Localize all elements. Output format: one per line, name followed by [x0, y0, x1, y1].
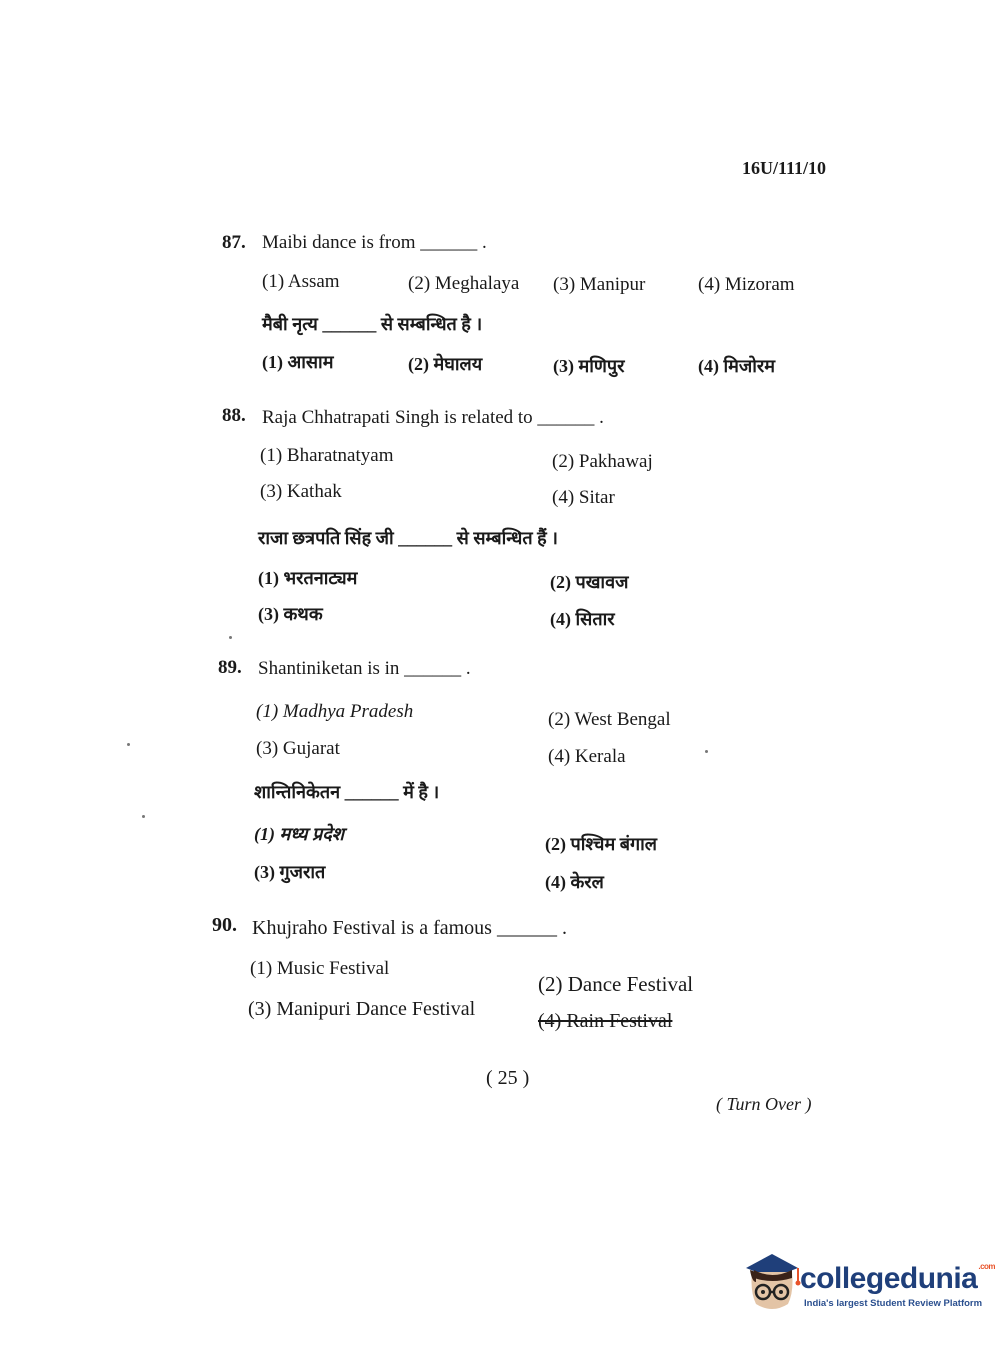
scan-speck	[705, 750, 708, 753]
hindi-option: (2) मेघालय	[408, 354, 483, 374]
logo-wordmark	[800, 1262, 995, 1296]
turn-over-note: ( Turn Over )	[716, 1094, 812, 1114]
hindi-option: (1) आसाम	[262, 352, 334, 372]
hindi-option: (4) केरल	[545, 872, 604, 892]
option: (3) Kathak	[260, 481, 342, 502]
page-number: ( 25 )	[486, 1067, 530, 1089]
question-number: 87.	[222, 232, 246, 253]
option: (1) Music Festival	[250, 958, 390, 979]
option: (4) Kerala	[548, 746, 626, 767]
option: (3) Manipur	[553, 274, 646, 295]
option: (4) Sitar	[552, 487, 615, 508]
question-text: Maibi dance is from ______ .	[262, 232, 487, 253]
option: (1) Bharatnatyam	[260, 445, 394, 466]
hindi-question-text: राजा छत्रपति सिंह जी ______ से सम्बन्धित हैं ।	[258, 528, 558, 548]
option: (3) Manipuri Dance Festival	[248, 998, 476, 1020]
option: (2) Meghalaya	[408, 273, 520, 294]
scan-speck	[229, 636, 232, 639]
hindi-option: (4) मिजोरम	[698, 356, 776, 376]
logo-suffix: .com	[978, 1262, 996, 1271]
hindi-option: (2) पश्चिम बंगाल	[545, 834, 657, 854]
hindi-option: (3) कथक	[258, 604, 323, 624]
option: (4) Rain Festival	[538, 1010, 673, 1032]
option: (1) Madhya Pradesh	[256, 701, 414, 722]
hindi-option: (3) गुजरात	[254, 862, 326, 882]
hindi-option: (3) मणिपुर	[553, 356, 625, 376]
question-text: Khujraho Festival is a famous ______ .	[252, 917, 567, 939]
paper-code: 16U/111/10	[742, 158, 827, 178]
hindi-question-text: शान्तिनिकेतन ______ में है ।	[254, 782, 440, 802]
question-text: Raja Chhatrapati Singh is related to ______ .	[262, 407, 604, 428]
collegedunia-logo	[742, 1252, 996, 1322]
option: (3) Gujarat	[256, 738, 340, 759]
question-number: 90.	[212, 914, 237, 936]
hindi-option: (1) मध्य प्रदेश	[254, 824, 344, 844]
hindi-question-text: मैबी नृत्य ______ से सम्बन्धित है ।	[262, 314, 483, 334]
logo-name: collegedunia	[800, 1262, 978, 1295]
logo-tagline: India's largest Student Review Platform	[804, 1298, 983, 1309]
question-number: 89.	[218, 657, 242, 678]
option: (4) Mizoram	[698, 274, 795, 295]
hindi-option: (4) सितार	[550, 609, 615, 629]
option: (1) Assam	[262, 271, 340, 292]
option: (2) West Bengal	[548, 709, 671, 730]
scan-speck	[142, 815, 145, 818]
question-text: Shantiniketan is in ______ .	[258, 658, 471, 679]
option: (2) Pakhawaj	[552, 451, 653, 472]
mascot-icon	[742, 1252, 802, 1314]
scan-speck	[127, 743, 130, 746]
option: (2) Dance Festival	[538, 972, 694, 996]
hindi-option: (1) भरतनाट्यम	[258, 568, 358, 588]
question-number: 88.	[222, 405, 246, 426]
hindi-option: (2) पखावज	[550, 572, 629, 592]
